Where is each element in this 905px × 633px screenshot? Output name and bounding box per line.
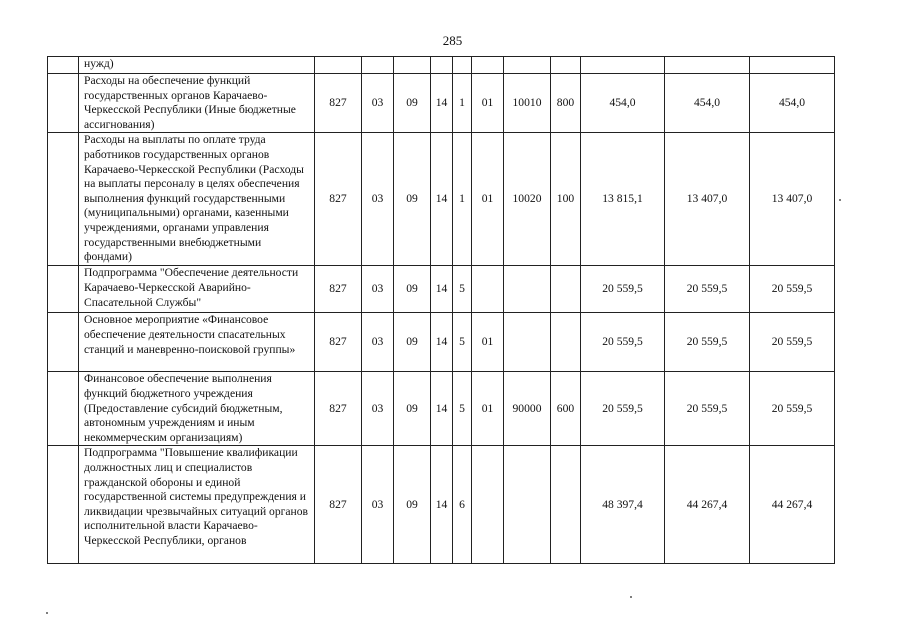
section-code: 03	[362, 133, 394, 266]
sum-year-2: 44 267,4	[665, 446, 750, 564]
sum-year-3: 20 559,5	[750, 266, 835, 313]
sum-year-3: 20 559,5	[750, 372, 835, 446]
table-row	[48, 133, 835, 266]
subprogram-code: 5	[453, 313, 472, 372]
subsection-code	[394, 57, 431, 74]
expense-type-code	[551, 313, 581, 372]
sum-year-1: 48 397,4	[581, 446, 665, 564]
table-row	[48, 446, 835, 564]
program-code: 14	[431, 74, 453, 133]
event-code	[472, 446, 504, 564]
sum-year-1: 20 559,5	[581, 372, 665, 446]
event-code: 01	[472, 74, 504, 133]
item-name: Основное мероприятие «Финансовое обеспечение деятельности спасательных станций и маневренно-поисковой группы»	[79, 313, 315, 372]
item-name: Расходы на выплаты по оплате труда работников государственных органов Карачаево-Черкесской Республики (Расходы на выплаты персоналу в целях обеспечения выполнения функций государственными (муниципальными) органами, казенными учреждениями, органами управления государственными внебюджетными фондами)	[79, 133, 315, 266]
subprogram-code	[453, 57, 472, 74]
direction-code	[504, 266, 551, 313]
row-index-cell	[48, 266, 79, 313]
sum-year-2: 13 407,0	[665, 133, 750, 266]
sum-year-1: 20 559,5	[581, 266, 665, 313]
direction-code	[504, 57, 551, 74]
page-number: 285	[442, 33, 463, 48]
event-code	[472, 266, 504, 313]
admin-code: 827	[315, 372, 362, 446]
subprogram-code: 1	[453, 74, 472, 133]
row-index-cell	[48, 57, 79, 74]
sum-year-2: 20 559,5	[665, 313, 750, 372]
item-name: Подпрограмма "Повышение квалификации должностных лиц и специалистов гражданской обороны и единой государственной системы предупреждения и ликвидации чрезвычайных ситуаций органов исполнительной власти Карачаево-Черкесской Республики, органов	[79, 446, 315, 564]
direction-code	[504, 446, 551, 564]
program-code: 14	[431, 133, 453, 266]
subprogram-code: 5	[453, 372, 472, 446]
subsection-code: 09	[394, 74, 431, 133]
sum-year-2: 20 559,5	[665, 372, 750, 446]
sum-year-1: 20 559,5	[581, 313, 665, 372]
sum-year-3	[750, 57, 835, 74]
expense-type-code: 800	[551, 74, 581, 133]
sum-year-2	[665, 57, 750, 74]
subsection-code: 09	[394, 446, 431, 564]
sum-year-3: 20 559,5	[750, 313, 835, 372]
row-index-cell	[48, 133, 79, 266]
section-code: 03	[362, 313, 394, 372]
program-code: 14	[431, 313, 453, 372]
sum-year-1	[581, 57, 665, 74]
subsection-code: 09	[394, 266, 431, 313]
expense-type-code	[551, 446, 581, 564]
program-code: 14	[431, 446, 453, 564]
subsection-code: 09	[394, 372, 431, 446]
sum-year-3: 44 267,4	[750, 446, 835, 564]
row-index-cell	[48, 446, 79, 564]
scan-speck	[839, 199, 841, 201]
event-code	[472, 57, 504, 74]
direction-code: 90000	[504, 372, 551, 446]
table-row	[48, 372, 835, 446]
direction-code	[504, 313, 551, 372]
section-code: 03	[362, 266, 394, 313]
item-name: нужд)	[79, 57, 315, 74]
sum-year-2: 20 559,5	[665, 266, 750, 313]
admin-code: 827	[315, 74, 362, 133]
event-code: 01	[472, 313, 504, 372]
sum-year-1: 13 815,1	[581, 133, 665, 266]
expense-type-code	[551, 266, 581, 313]
section-code: 03	[362, 372, 394, 446]
direction-code: 10010	[504, 74, 551, 133]
subsection-code: 09	[394, 313, 431, 372]
table-row	[48, 57, 835, 74]
sum-year-1: 454,0	[581, 74, 665, 133]
subprogram-code: 6	[453, 446, 472, 564]
admin-code: 827	[315, 133, 362, 266]
program-code: 14	[431, 266, 453, 313]
section-code: 03	[362, 74, 394, 133]
table-row	[48, 313, 835, 372]
subsection-code: 09	[394, 133, 431, 266]
admin-code: 827	[315, 313, 362, 372]
admin-code	[315, 57, 362, 74]
direction-code: 10020	[504, 133, 551, 266]
subprogram-code: 1	[453, 133, 472, 266]
admin-code: 827	[315, 266, 362, 313]
expense-type-code: 100	[551, 133, 581, 266]
item-name: Подпрограмма "Обеспечение деятельности Карачаево-Черкесской Аварийно-Спасательной Службы"	[79, 266, 315, 313]
row-index-cell	[48, 313, 79, 372]
program-code	[431, 57, 453, 74]
scan-speck	[630, 596, 632, 598]
scan-speck	[46, 612, 48, 614]
budget-table	[47, 56, 835, 564]
admin-code: 827	[315, 446, 362, 564]
sum-year-3: 13 407,0	[750, 133, 835, 266]
table-row	[48, 266, 835, 313]
event-code: 01	[472, 133, 504, 266]
event-code: 01	[472, 372, 504, 446]
sum-year-2: 454,0	[665, 74, 750, 133]
item-name: Финансовое обеспечение выполнения функций бюджетного учреждения (Предоставление субсидий бюджетным, автономным учреждениям и иным некоммерческим организациям)	[79, 372, 315, 446]
row-index-cell	[48, 372, 79, 446]
row-index-cell	[48, 74, 79, 133]
item-name: Расходы на обеспечение функций государственных органов Карачаево-Черкесской Республики (Иные бюджетные ассигнования)	[79, 74, 315, 133]
subprogram-code: 5	[453, 266, 472, 313]
section-code: 03	[362, 446, 394, 564]
program-code: 14	[431, 372, 453, 446]
table-row	[48, 74, 835, 133]
expense-type-code: 600	[551, 372, 581, 446]
expense-type-code	[551, 57, 581, 74]
section-code	[362, 57, 394, 74]
sum-year-3: 454,0	[750, 74, 835, 133]
